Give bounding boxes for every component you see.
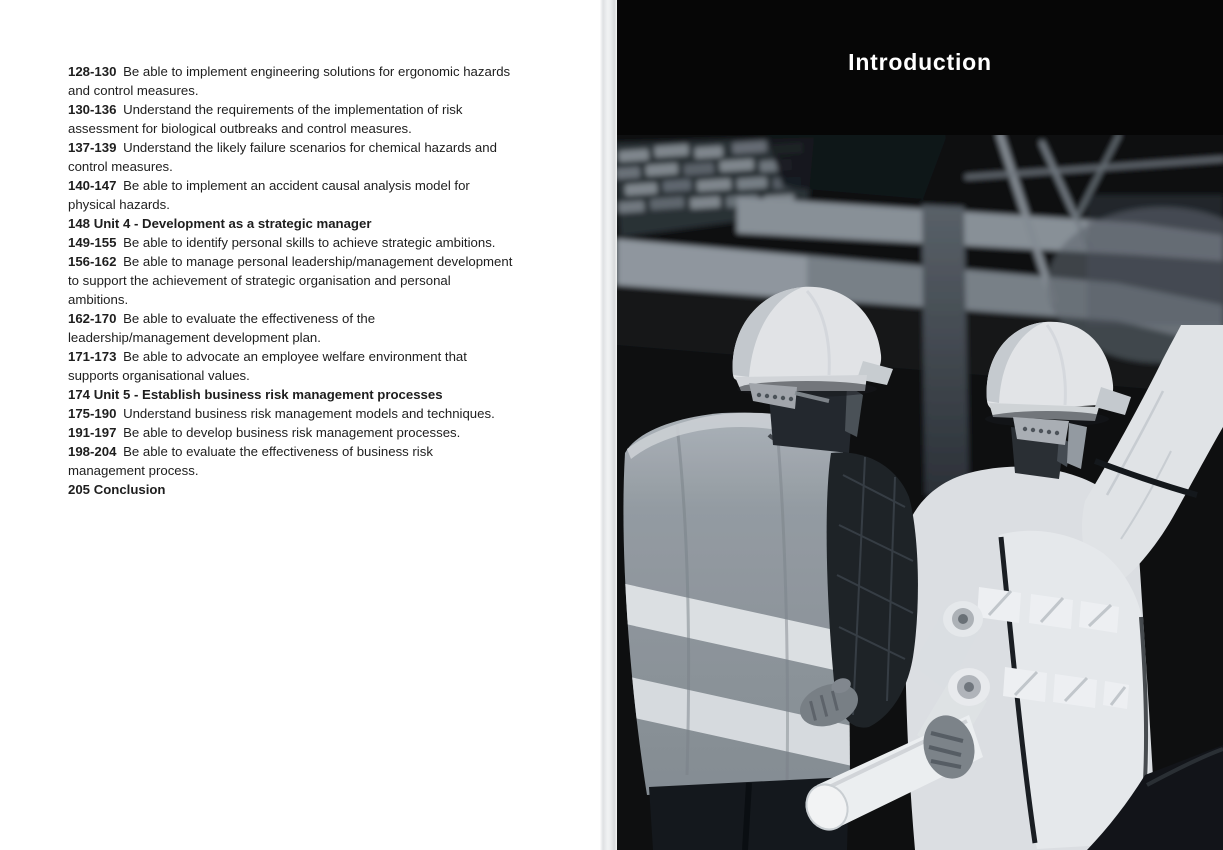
toc-entry: [68, 62, 513, 100]
chapter-header: [617, 0, 1223, 135]
toc-entry: [68, 309, 513, 347]
chapter-title: Introduction: [848, 49, 992, 75]
entry-text: Be able to advocate an employee welfare environment that supports organisational values.: [68, 349, 467, 383]
construction-workers-photo: [617, 135, 1223, 850]
entry-page-range: 137-139: [68, 140, 117, 155]
entry-page-range: 130-136: [68, 102, 117, 117]
toc-section: [68, 385, 560, 480]
page-gutter: [600, 0, 617, 850]
entry-text: Be able to implement engineering solutions for ergonomic hazards and control measures.: [68, 64, 511, 98]
toc-entry: [68, 423, 513, 442]
entry-page-range: 198-204: [68, 444, 117, 459]
toc-entry: [68, 176, 513, 214]
entry-page-range: 175-190: [68, 406, 117, 421]
heading-page-number: 174: [68, 387, 91, 402]
toc-entry: [68, 138, 513, 176]
toc-entry: [68, 252, 513, 309]
heading-page-number: 148: [68, 216, 91, 231]
chapter-page: [617, 0, 1223, 850]
unit-heading: [68, 385, 560, 404]
toc-entry: [68, 233, 513, 252]
entry-text: Be able to develop business risk management processes.: [123, 425, 461, 440]
toc-section: [68, 214, 560, 385]
toc-section: [68, 62, 560, 214]
toc-entry: [68, 100, 513, 138]
unit-heading: [68, 480, 560, 499]
photo-tint-overlay: [617, 135, 1223, 850]
entry-text: Be able to evaluate the effectiveness of the leadership/management development plan.: [68, 311, 376, 345]
unit-heading: [68, 214, 560, 233]
toc-section: [68, 480, 560, 499]
entry-page-range: 162-170: [68, 311, 117, 326]
entry-text: Be able to identify personal skills to achieve strategic ambitions.: [123, 235, 496, 250]
heading-title: Conclusion: [93, 482, 166, 497]
entry-text: Understand the requirements of the implementation of risk assessment for biological outbreaks and control measures.: [68, 102, 463, 136]
toc-entry: [68, 404, 513, 423]
toc: [68, 62, 560, 499]
entry-page-range: 140-147: [68, 178, 117, 193]
heading-title: Unit 4 - Development as a strategic manager: [93, 216, 372, 231]
construction-photo-graphic: [617, 135, 1223, 850]
entry-page-range: 156-162: [68, 254, 117, 269]
entry-page-range: 149-155: [68, 235, 117, 250]
toc-entry: [68, 347, 513, 385]
entry-page-range: 171-173: [68, 349, 117, 364]
entry-text: Be able to manage personal leadership/management development to support the achievement of strategic organisation and personal ambitions.: [68, 254, 513, 307]
entry-text: Understand business risk management models and techniques.: [123, 406, 495, 421]
entry-page-range: 128-130: [68, 64, 117, 79]
heading-page-number: 205: [68, 482, 91, 497]
entry-text: Understand the likely failure scenarios for chemical hazards and control measures.: [68, 140, 497, 174]
entry-text: Be able to implement an accident causal analysis model for physical hazards.: [68, 178, 470, 212]
heading-title: Unit 5 - Establish business risk management processes: [93, 387, 443, 402]
entry-text: Be able to evaluate the effectiveness of business risk management process.: [68, 444, 433, 478]
entry-page-range: 191-197: [68, 425, 117, 440]
toc-page: [0, 0, 600, 850]
toc-entry: [68, 442, 513, 480]
